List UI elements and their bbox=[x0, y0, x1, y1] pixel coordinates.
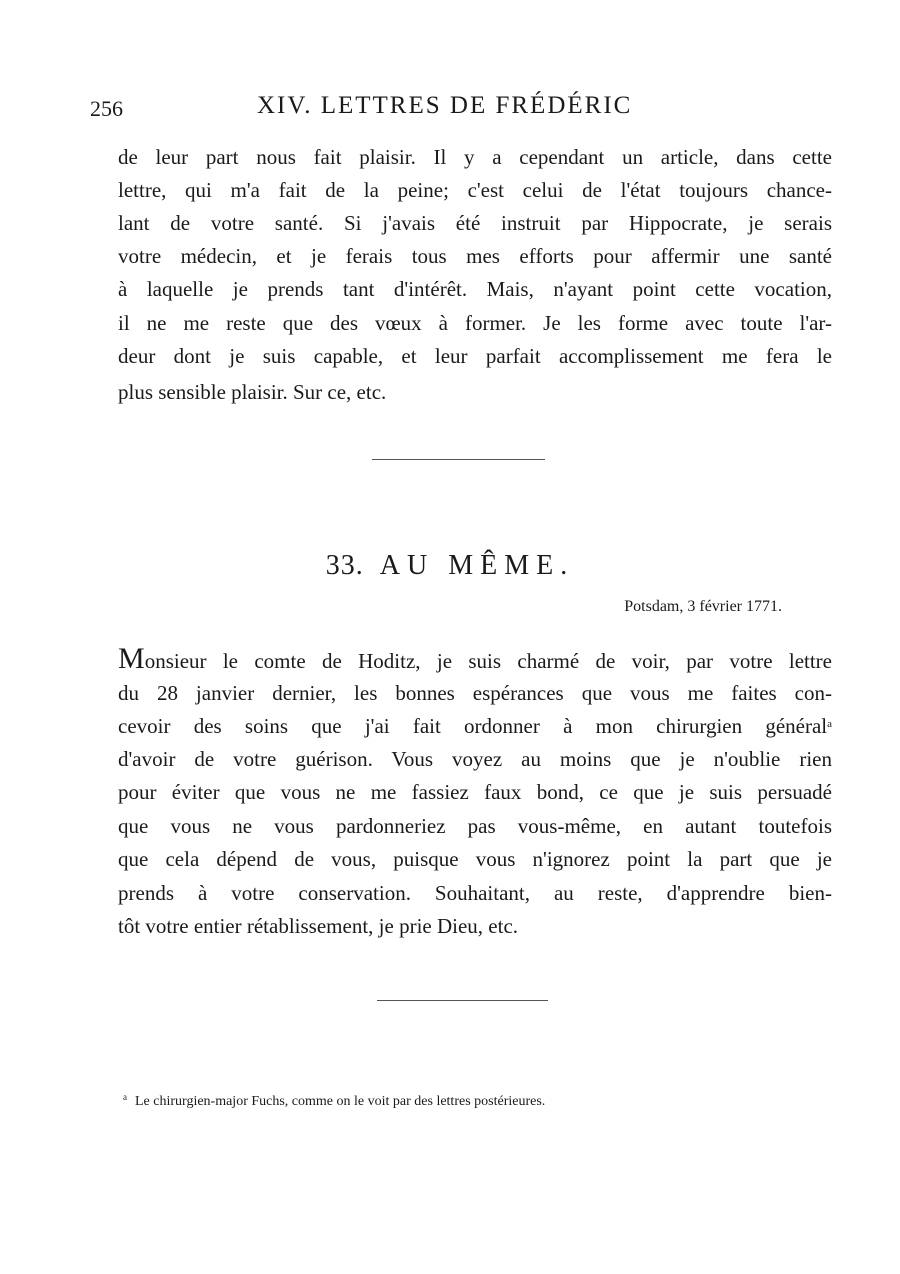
section-divider bbox=[377, 1000, 548, 1001]
text-line: tôt votre entier rétablissement, je prie Dieu, etc. bbox=[118, 914, 519, 938]
letter-heading: AU MÊME. bbox=[379, 550, 575, 581]
text-line: d'avoir de votre guérison. Vous voyez au moins que je n'oublie rien bbox=[118, 747, 832, 771]
text-line: il ne me reste que des vœux à former. Je les forme avec toute l'ar- bbox=[118, 311, 832, 335]
text-line: de leur part nous fait plaisir. Il y a cependant un article, dans cette bbox=[118, 145, 832, 169]
footnote-text: Le chirurgien-major Fuchs, comme on le voit par des lettres postérieures. bbox=[135, 1094, 546, 1109]
footnote bbox=[123, 1094, 545, 1110]
text-line: que vous ne vous pardonneriez pas vous-même, en autant toutefois bbox=[118, 814, 832, 838]
text-line: que cela dépend de vous, puisque vous n'ignorez point la part que je bbox=[118, 847, 832, 871]
initial-letter: M bbox=[118, 642, 145, 675]
footnote-marker: a bbox=[827, 718, 832, 730]
text-line: à laquelle je prends tant d'intérêt. Mais, n'ayant point cette vocation, bbox=[118, 277, 832, 301]
section-divider bbox=[372, 459, 545, 460]
text-line: prends à votre conservation. Souhaitant, au reste, d'apprendre bien- bbox=[118, 881, 832, 905]
letter-title bbox=[0, 550, 900, 582]
running-title: XIV. LETTRES DE FRÉDÉRIC bbox=[257, 92, 633, 119]
text-line: votre médecin, et je ferais tous mes efforts pour affermir une santé bbox=[118, 244, 832, 268]
footnote-marker: a bbox=[123, 1092, 127, 1102]
text-line bbox=[118, 642, 832, 675]
text-line: pour éviter que vous ne me fassiez faux bond, ce que je suis persuadé bbox=[118, 780, 832, 804]
text-line bbox=[118, 713, 832, 739]
dateline: Potsdam, 3 février 1771. bbox=[624, 598, 782, 615]
letter-number: 33. bbox=[325, 550, 364, 581]
page-number: 256 bbox=[90, 96, 123, 121]
text-line: du 28 janvier dernier, les bonnes espérances que vous me faites con- bbox=[118, 681, 832, 705]
text-line: deur dont je suis capable, et leur parfait accomplissement me fera le bbox=[118, 344, 832, 368]
text-run: onsieur le comte de Hoditz, je suis charmé de voir, par votre lettre bbox=[144, 649, 832, 673]
text-run: cevoir des soins que j'ai fait ordonner à mon chirurgien général bbox=[118, 714, 828, 738]
text-line: lant de votre santé. Si j'avais été instruit par Hippocrate, je serais bbox=[118, 211, 832, 235]
text-line: lettre, qui m'a fait de la peine; c'est celui de l'état toujours chance- bbox=[118, 178, 832, 202]
text-line: plus sensible plaisir. Sur ce, etc. bbox=[118, 380, 387, 404]
